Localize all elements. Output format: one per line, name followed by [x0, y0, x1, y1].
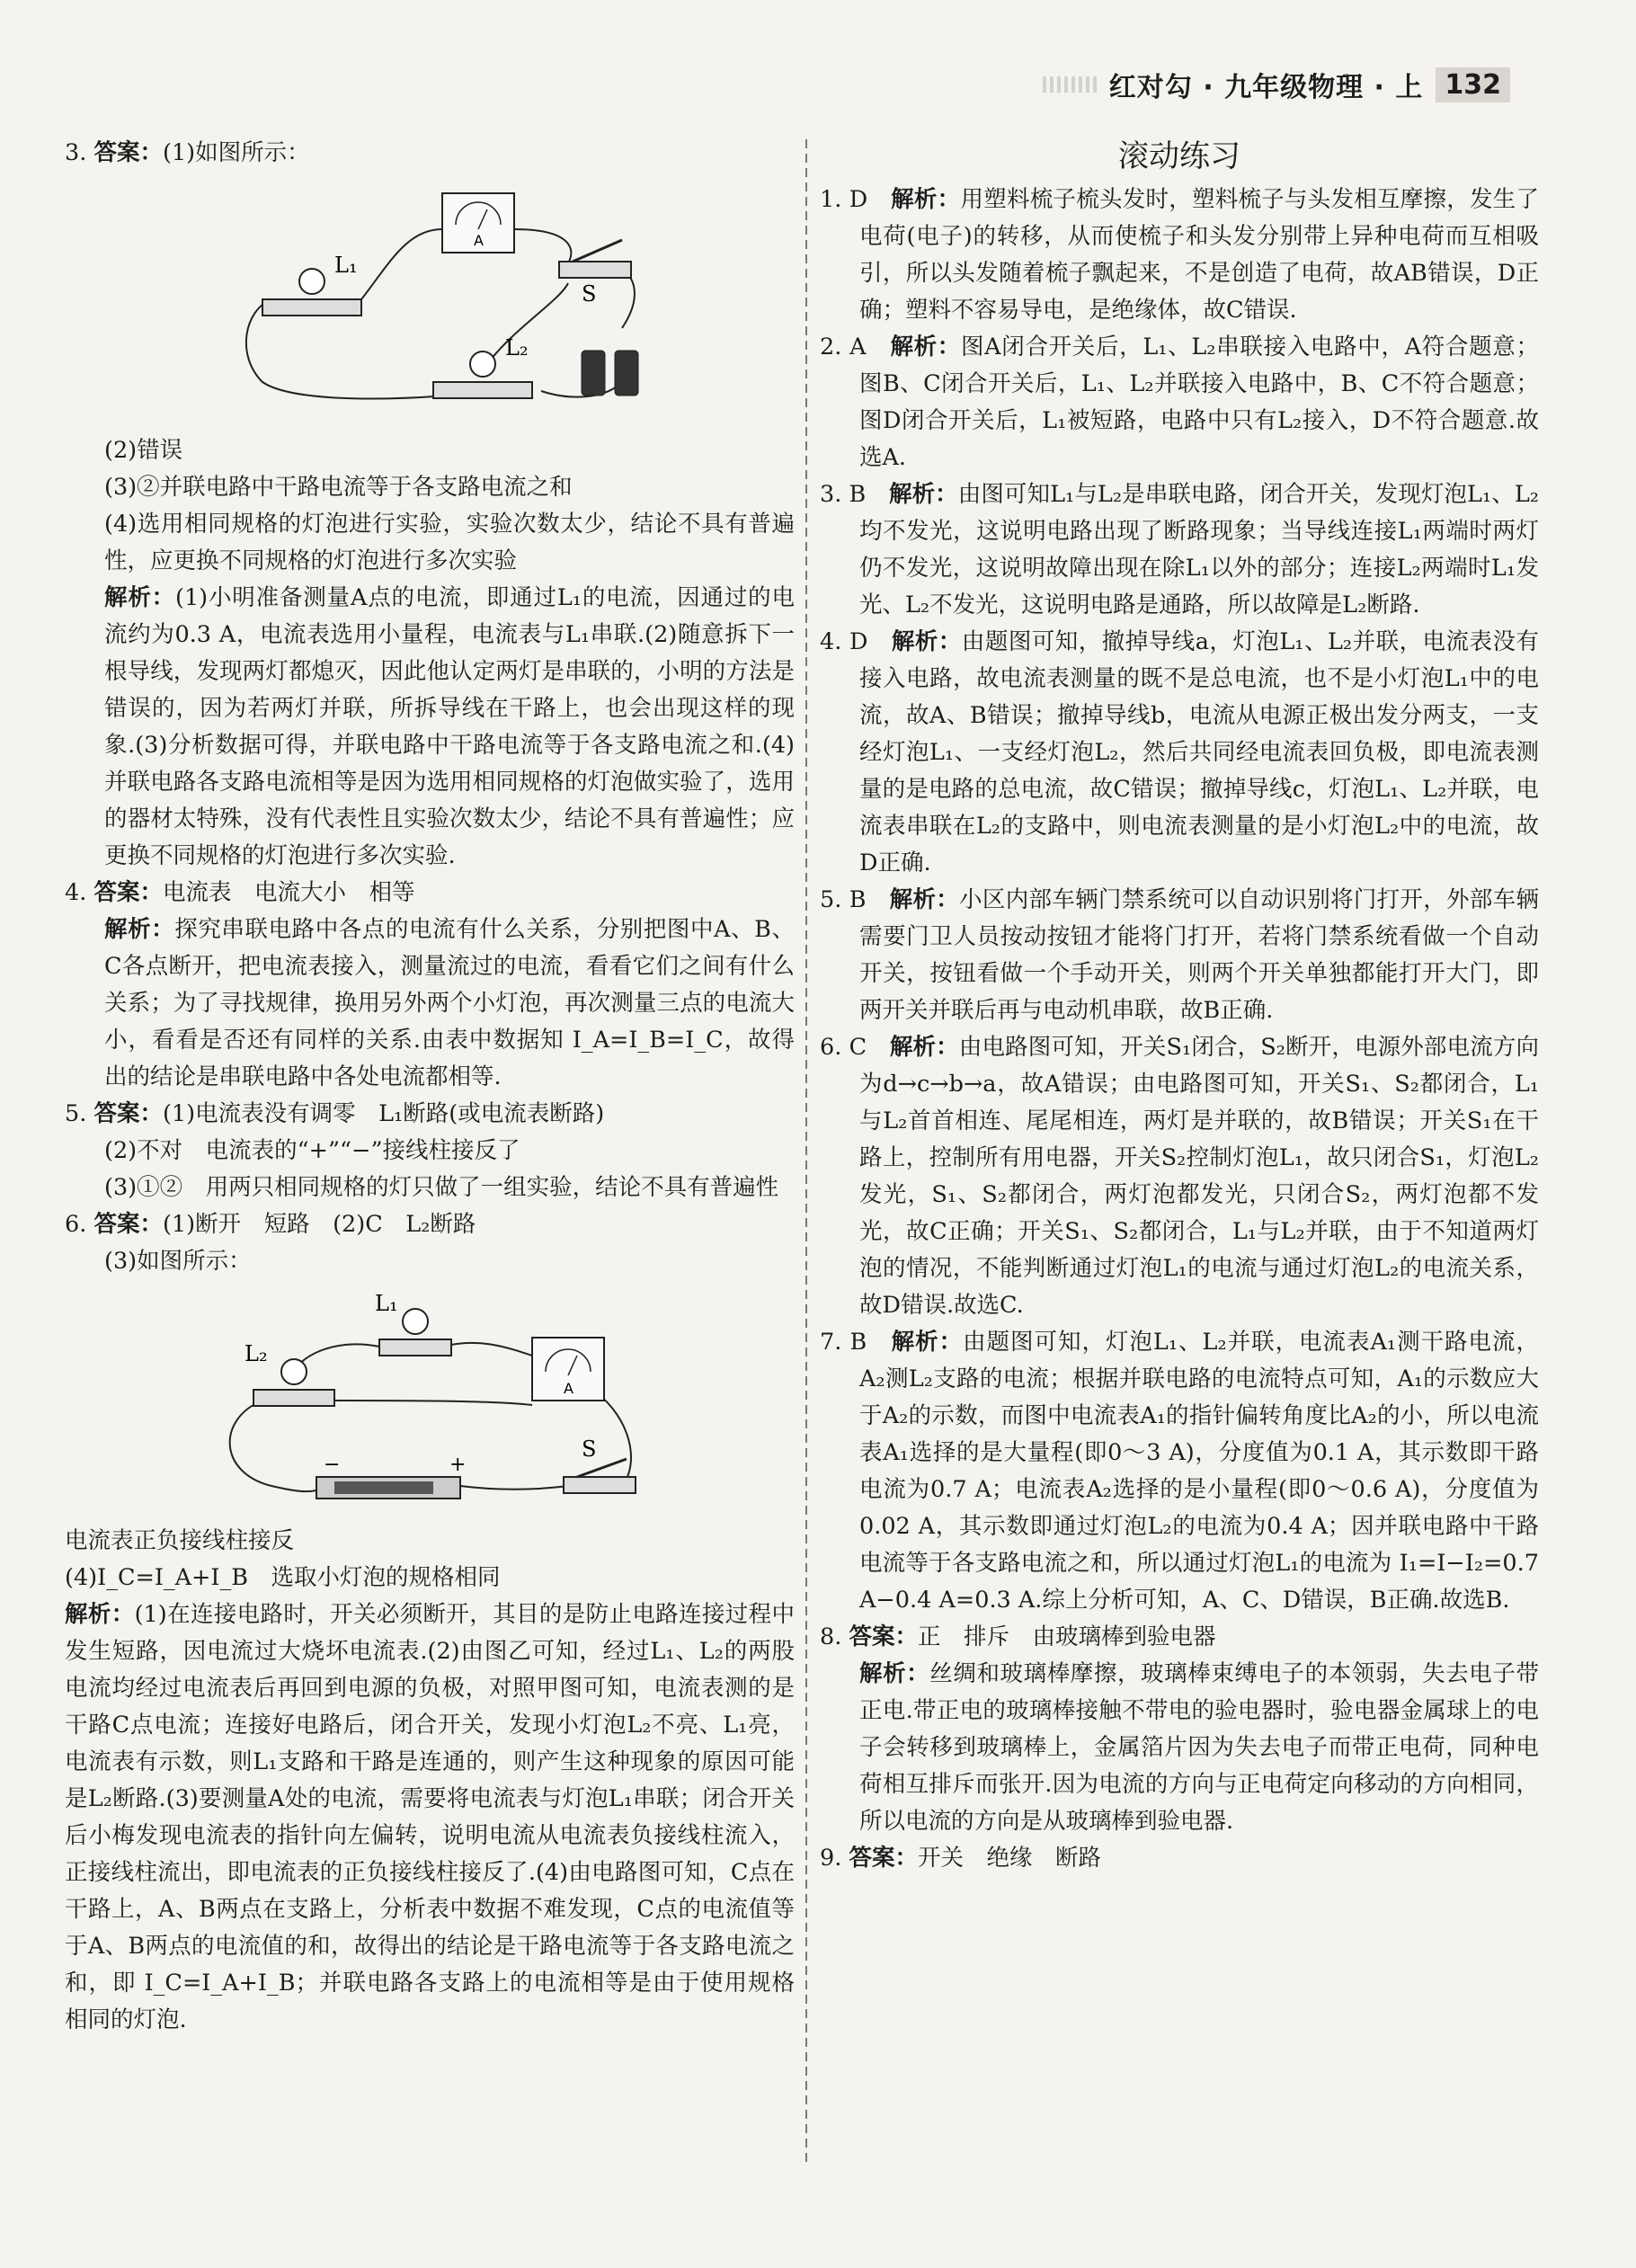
q6-answer-label: 答案： — [93, 1211, 163, 1238]
q5-answer-text: (1)电流表没有调零 L₁断路(或电流表断路) — [162, 1100, 605, 1127]
q6-wire-c — [230, 1401, 316, 1491]
mc-item — [820, 882, 1539, 1029]
mc-item — [820, 624, 1539, 882]
q6-switch-label: S — [582, 1436, 597, 1462]
q6-circuit-figure — [65, 1284, 795, 1517]
q3-l1-label: L₁ — [334, 253, 358, 278]
mc-item — [820, 476, 1539, 624]
q3-wire-b — [361, 229, 442, 299]
q3-analysis-text: (1)小明准备测量A点的电流，即通过L₁的电流，因通过的电流约为0.3 A，电流表选用小量程，电流表与L₁串联.(2)随意拆下一根导线，发现两灯都熄灭，因此他认定两灯是串联的，小明的方法是错误的，因为若两灯并联，所拆导线在干路上，也会出现这样的现象.(3)分析数据可得，并联电路中干路电流等于各支路电流之和.(4)并联电路各支路电流相等是因为选用相同规格的灯泡做实验了，选用的器材太特殊，没有代表性且实验次数太少，结论不具有普遍性；应更换不同规格的灯泡进行多次实验. — [104, 584, 795, 869]
mc-analysis-label: 解析： — [890, 334, 961, 360]
section-title: 滚动练习 — [1118, 138, 1240, 174]
q3-switch — [559, 240, 631, 307]
q6-wire-b — [442, 1343, 532, 1356]
q3-sub-4: (4)选用相同规格的灯泡进行实验，实验次数太少，结论不具有普遍性，应更换不同规格的灯泡进行多次实验 — [104, 511, 795, 574]
mc-analysis-text: 小区内部车辆门禁系统可以自动识别将门打开，外部车辆需要门卫人员按动按钮才能将门打开，若将门禁系统看做一个自动开关，按钮看做一个手动开关，则两个开关单独都能打开大门，即两开关并联后再与电动机串联，故B正确. — [859, 886, 1539, 1024]
q6-ammeter — [532, 1338, 604, 1401]
mc-item — [820, 1029, 1539, 1324]
q3-sub-3: (3)②并联电路中干路电流等于各支路电流之和 — [104, 474, 573, 501]
q4-number: 4. — [65, 879, 87, 906]
mc-item — [820, 329, 1539, 476]
q6-sub-3: (3)如图所示： — [104, 1248, 252, 1275]
q6-ammeter-label: A — [564, 1380, 573, 1397]
mc-number: 5. — [820, 886, 842, 913]
q6-answer-text: (1)断开 短路 (2)C L₂断路 — [162, 1211, 476, 1238]
q6-switch — [564, 1436, 636, 1493]
mc-number: 3. — [820, 481, 842, 508]
right-column — [820, 135, 1539, 1877]
q3-ammeter — [442, 193, 514, 253]
q3-switch-label: S — [582, 281, 597, 307]
q6-wire-e — [595, 1392, 631, 1486]
q6-number: 6. — [65, 1211, 87, 1238]
q3-lamp-l2 — [433, 335, 532, 398]
mc-item-list — [820, 182, 1539, 1619]
q6-analysis-text: (1)在连接电路时，开关必须断开，其目的是防止电路连接过程中发生短路，因电流过大烧坏电流表.(2)由图乙可知，经过L₁、L₂的两股电流均经过电流表后再回到电源的负极，对照甲图可知，电流表测的是干路C点电流；连接好电路后，闭合开关，发现小灯泡L₂不亮、L₁亮，电流表有示数，则L₁支路和干路是连通的，则产生这种现象的原因可能是L₂断路.(3)要测量A处的电流，需要将电流表与灯泡L₁串联；闭合开关后小梅发现电流表的指针向左偏转，说明电流从电流表负接线柱流入，正接线柱流出，即电流表的正负接线柱接反了.(4)由电路图可知，C点在干路上，A、B两点在支路上，分析表中数据不难发现，C点的电流值等于A、B两点的电流值的和，故得出的结论是干路电流等于各支路电流之和，即 I_C=I_A+I_B；并联电路各支路上的电流相等是由于使用规格相同的灯泡. — [65, 1601, 795, 2033]
mc-answer: D — [849, 628, 868, 655]
q3-analysis-label: 解析： — [104, 584, 175, 611]
q4-analysis — [65, 912, 795, 1096]
mc-analysis-label: 解析： — [889, 1034, 959, 1061]
q6-sub-4: (4)I_C=I_A+I_B 选取小灯泡的规格相同 — [65, 1564, 501, 1591]
q5-sub-3: (3)①② 用两只相同规格的灯只做了一组实验，结论不具有普遍性 — [104, 1174, 779, 1201]
q6-figure-caption: 电流表正负接线柱接反 — [65, 1527, 295, 1554]
q3-answer-label: 答案： — [93, 139, 163, 166]
q6-battery — [316, 1454, 466, 1499]
q3-analysis — [65, 580, 795, 875]
q5-sub-2: (2)不对 电流表的“+”“−”接线柱接反了 — [104, 1137, 520, 1164]
mc-number: 2. — [820, 334, 842, 360]
q8-analysis-text: 丝绸和玻璃棒摩擦，玻璃棒束缚电子的本领弱，失去电子带正电.带正电的玻璃棒接触不带电的验电器时，验电器金属球上的电子会转移到玻璃棒上，金属箔片因为失去电子而带正电荷，同种电荷相互排斥而张开.因为电流的方向与正电荷定向移动的方向相同，所以电流的方向是从玻璃棒到验电器. — [859, 1660, 1539, 1835]
q4-analysis-text: 探究串联电路中各点的电流有什么关系，分别把图中A、B、C各点断开，把电流表接入，测量流过的电流，看看它们之间有什么关系；为了寻找规律，换用另外两个小灯泡，再次测量三点的电流大小，看看是否还有同样的关系.由表中数据知 I_A=I_B=I_C，故得出的结论是串联电路中各处电流都相等. — [104, 916, 795, 1090]
mc-analysis-text: 由题图可知，撤掉导线a，灯泡L₁、L₂并联，电流表没有接入电路，故电流表测量的既不是总电流，也不是小灯泡L₁中的电流，故A、B错误；撤掉导线b，电流从电源正极出发分两支，一支经灯泡L₁、一支经灯泡L₂，然后共同经电流表回负极，即电流表测量的是电路的总电流，故C错误；撤掉导线c，灯泡L₁、L₂并联，电流表串联在L₂的支路中，则电流表测量的是小灯泡L₂中的电流，故D正确. — [859, 628, 1539, 876]
q4-answer-text: 电流表 电流大小 相等 — [162, 879, 415, 906]
mc-analysis-text: 图A闭合开关后，L₁、L₂串联接入电路中，A符合题意；图B、C闭合开关后，L₁、L₂并联接入电路中，B、C不符合题意；图D闭合开关后，L₁被短路，电路中只有L₂接入，D不符合题意.故选A. — [859, 334, 1539, 471]
q5-answer — [65, 1096, 795, 1133]
q8-number: 8. — [820, 1623, 842, 1650]
mc-analysis-text: 由题图可知，灯泡L₁、L₂并联，电流表A₁测干路电流，A₂测L₂支路的电流；根据并联电路的电流特点可知，A₁的示数应大于A₂的示数，而图中电流表A₁的指针偏转角度比A₂的小，所以电流表A₁选择的是大量程(即0～3 A)，分度值为0.1 A，其示数即干路电流为0.7 A；电流表A₂选择的是小量程(即0～0.6 A)，分度值为0.02 A，其示数即通过灯泡L₂的电流为0.4 A；因并联电路中干路电流等于各支路电流之和，所以通过灯泡L₁的电流为 I₁=I−I₂=0.7 A−0.4 A=0.3 A.综上分析可知，A、C、D错误，B正确.故选B. — [859, 1329, 1539, 1614]
q6-wire-d — [325, 1401, 532, 1405]
q4-answer-label: 答案： — [93, 879, 163, 906]
q6-answer — [65, 1206, 795, 1243]
q9-answer-text: 开关 绝缘 断路 — [917, 1845, 1101, 1872]
mc-analysis-label: 解析： — [888, 481, 958, 508]
mc-analysis-text: 由电路图可知，开关S₁闭合，S₂断开，电源外部电流方向为d→c→b→a，故A错误；由电路图可知，开关S₁、S₂都闭合，L₁与L₂首首相连、尾尾相连，两灯是并联的，故B错误；开关S₁在干路上，控制所有用电器，开关S₂控制灯泡L₁，故只闭合S₁，灯泡L₂发光，S₁、S₂都闭合，两灯泡都发光，只闭合S₂，两灯泡都不发光，故C正确；开关S₁、S₂都闭合，L₁与L₂并联，由于不知道两灯泡的情况，不能判断通过灯泡L₁的电流与通过灯泡L₂的电流关系，故D错误.故选C. — [859, 1034, 1539, 1319]
q9-answer-label: 答案： — [849, 1845, 918, 1872]
q4-answer — [65, 875, 795, 912]
mc-answer: B — [849, 1329, 867, 1356]
header-decoration — [1043, 76, 1097, 93]
q3-l2-label: L₂ — [505, 335, 529, 360]
mc-number: 1. — [820, 186, 842, 213]
mc-analysis-label: 解析： — [891, 628, 962, 655]
mc-answer: B — [849, 886, 867, 913]
q5-number: 5. — [65, 1100, 87, 1127]
page-header — [1043, 61, 1510, 108]
q6-analysis — [65, 1596, 795, 2039]
q3-circuit-figure — [65, 175, 795, 427]
q5-answer-label: 答案： — [93, 1100, 163, 1127]
q8-answer-label: 答案： — [849, 1623, 918, 1650]
q6-l1-label: L₁ — [375, 1291, 398, 1316]
q8-analysis-label: 解析： — [859, 1660, 930, 1687]
left-column — [65, 135, 795, 2039]
column-divider — [805, 139, 807, 2162]
q6-analysis-label: 解析： — [65, 1601, 135, 1628]
mc-analysis-label: 解析： — [891, 186, 961, 213]
q3-lamp-l1 — [262, 253, 361, 316]
q4-analysis-label: 解析： — [104, 916, 175, 943]
q6-l2-label: L₂ — [245, 1341, 268, 1366]
mc-analysis-text: 用塑料梳子梳头发时，塑料梳子与头发相互摩擦，发生了电荷(电子)的转移，从而使梳子和头发分别带上异种电荷而互相吸引，所以头发随着梳子飘起来，不是创造了电荷，故AB错误，D正确；塑料不容易导电，是绝缘体，故C错误. — [859, 186, 1539, 324]
q8-answer — [820, 1619, 1539, 1656]
q9-number: 9. — [820, 1845, 842, 1872]
mc-number: 7. — [820, 1329, 842, 1356]
page-number: 132 — [1436, 67, 1510, 102]
q9-answer — [820, 1840, 1539, 1877]
q6-wire-f — [460, 1486, 568, 1490]
q3-ammeter-label: A — [474, 232, 484, 249]
q3-answer-text: (1)如图所示： — [162, 139, 310, 166]
q6-battery-plus: + — [449, 1454, 467, 1476]
q3-number: 3. — [65, 139, 87, 166]
mc-analysis-label: 解析： — [889, 886, 960, 913]
q3-wire-c — [514, 229, 571, 263]
q6-lamp-l1 — [375, 1291, 451, 1356]
q6-battery-minus: − — [324, 1454, 341, 1476]
mc-answer: C — [849, 1034, 867, 1061]
mc-number: 6. — [820, 1034, 842, 1061]
mc-number: 4. — [820, 628, 842, 655]
mc-analysis-text: 由图可知L₁与L₂是串联电路，闭合开关，发现灯泡L₁、L₂均不发光，这说明电路出现了断路现象；当导线连接L₁两端时两灯仍不发光，这说明故障出现在除L₁以外的部分；连接L₂两端时L₁发光、L₂不发光，这说明电路是通路，所以故障是L₂断路. — [859, 481, 1539, 618]
mc-item — [820, 182, 1539, 329]
book-title: 红对勾 · 九年级物理 · 上 — [1108, 72, 1424, 103]
q8-analysis — [820, 1656, 1539, 1840]
mc-item — [820, 1324, 1539, 1619]
q3-answer — [65, 135, 795, 172]
q8-answer-text: 正 排斥 由玻璃棒到验电器 — [917, 1623, 1216, 1650]
mc-answer: A — [849, 334, 867, 360]
q3-sub-2: (2)错误 — [104, 437, 183, 464]
mc-analysis-label: 解析： — [891, 1329, 964, 1356]
mc-answer: D — [849, 186, 868, 213]
q3-battery — [582, 351, 638, 396]
mc-answer: B — [849, 481, 867, 508]
